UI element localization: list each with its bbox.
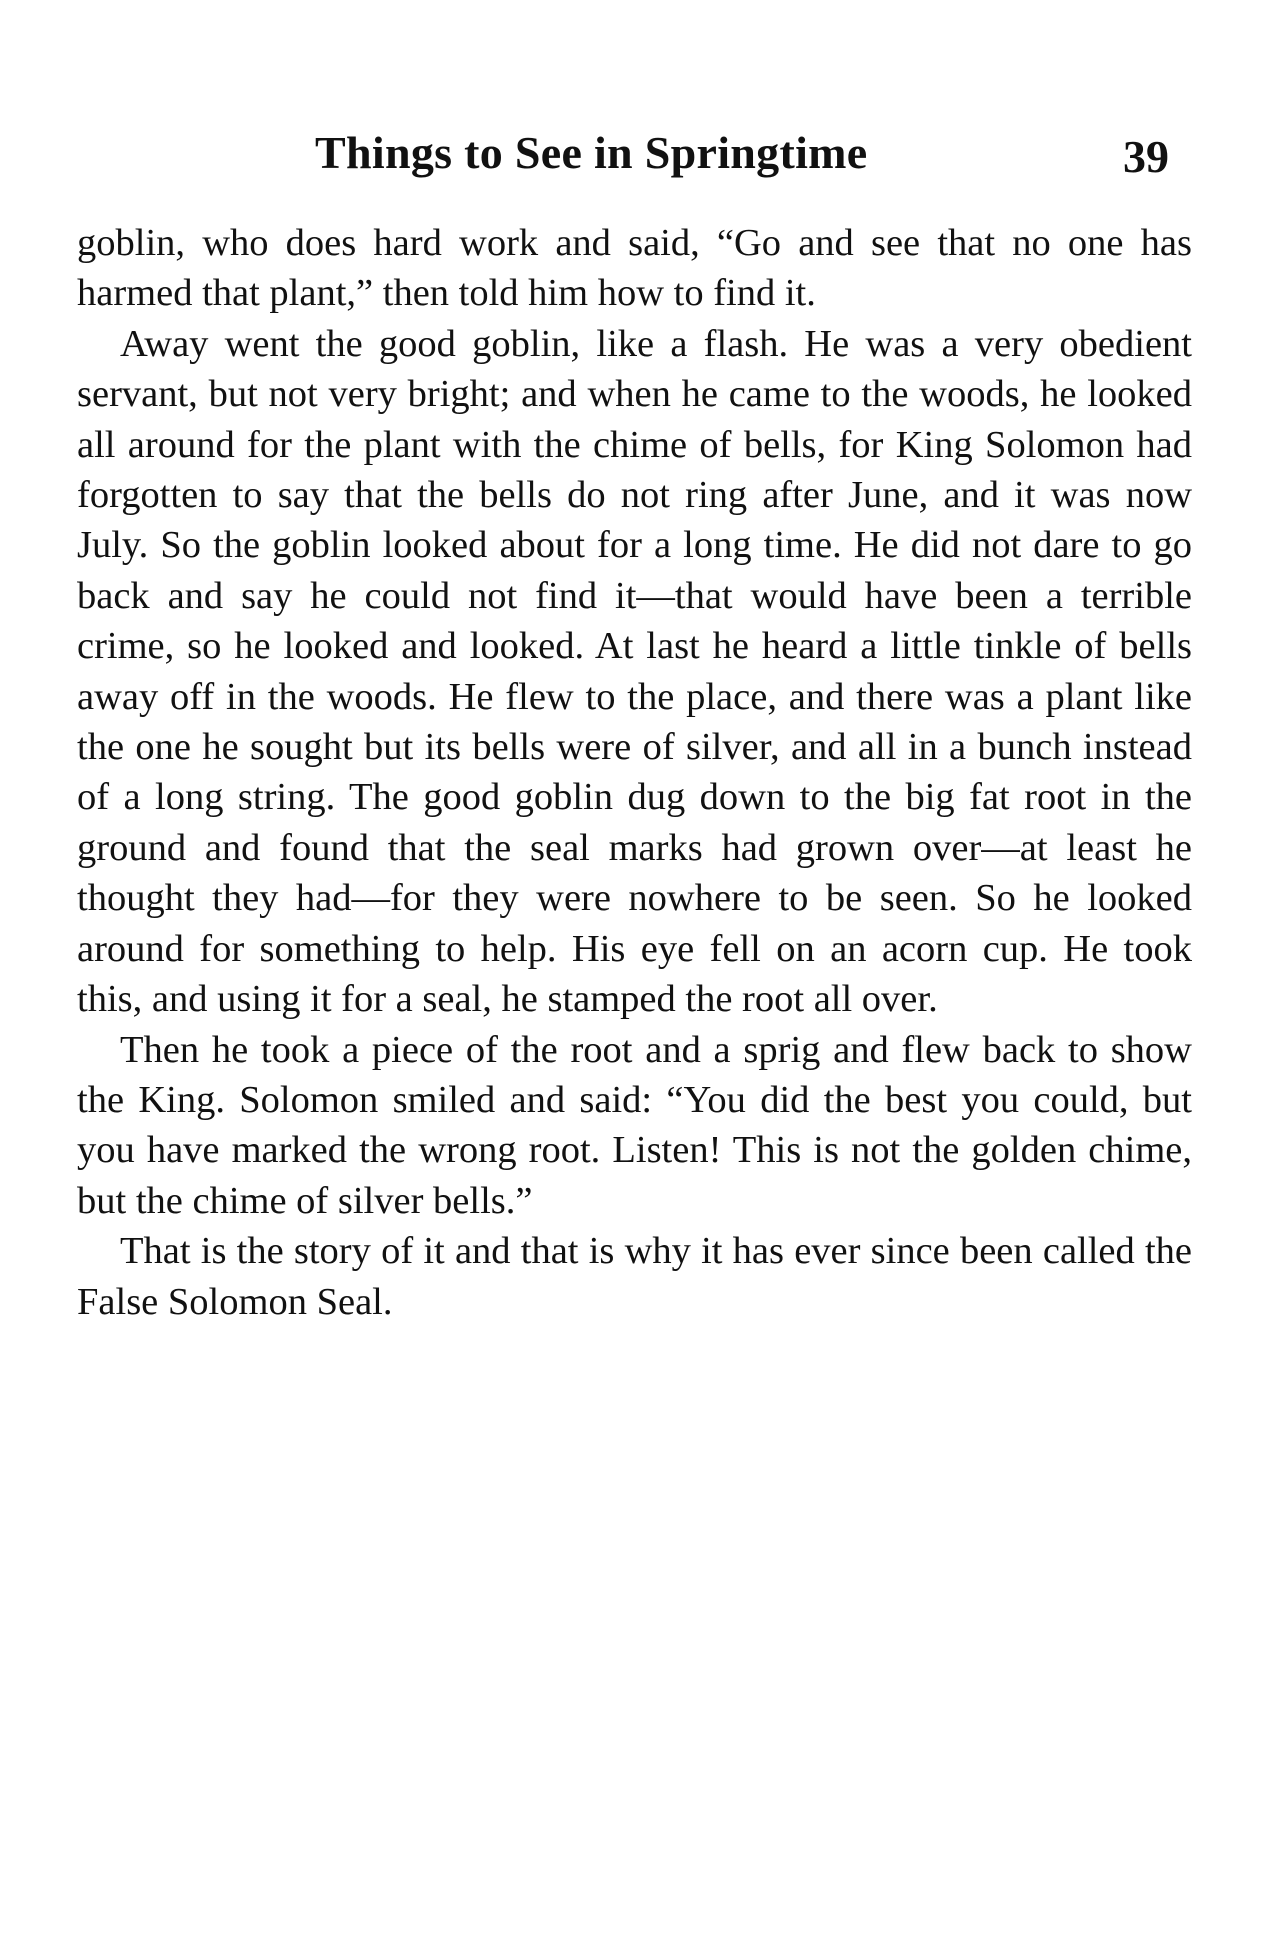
body-text: [77, 218, 1192, 1327]
running-head: [0, 126, 1288, 186]
page-number: 39: [1123, 131, 1169, 182]
paragraph-goblin-search: Away went the good goblin, like a flash. He was a very obedient servant, but not very bright; and when he came to the woods, he looked all around for the plant with the chime of bells, for King Solomon had forgotten to say that the bells do not ring after June, and it was now July. So the goblin looked about for a long time. He did not dare to go back and say he could not find it—that would have been a terrible crime, so he looked and looked. At last he heard a little tinkle of bells away off in the woods. He flew to the place, and there was a plant like the one he sought but its bells were of silver, and all in a bunch instead of a long string. The good goblin dug down to the big fat root in the ground and found that the seal marks had grown over—at least he thought they had—for they were nowhere to be seen. So he looked around for something to help. His eye fell on an acorn cup. He took this, and using it for a seal, he stamped the root all over.: [77, 322, 1192, 1021]
paragraph-conclusion: That is the story of it and that is why it has ever since been called the False Solomon Seal.: [77, 1230, 1192, 1323]
running-head-title: Things to See in Springtime: [315, 127, 868, 178]
paragraph-continuation: goblin, who does hard work and said, “Go and see that no one has harmed that plant,” then told him how to find it.: [77, 222, 1192, 315]
paragraph-king-response: Then he took a piece of the root and a sprig and flew back to show the King. Solomon smiled and said: “You did the best you could, but you have marked the wrong root. Listen! This is not the golden chime, but the chime of silver bells.”: [77, 1028, 1192, 1222]
